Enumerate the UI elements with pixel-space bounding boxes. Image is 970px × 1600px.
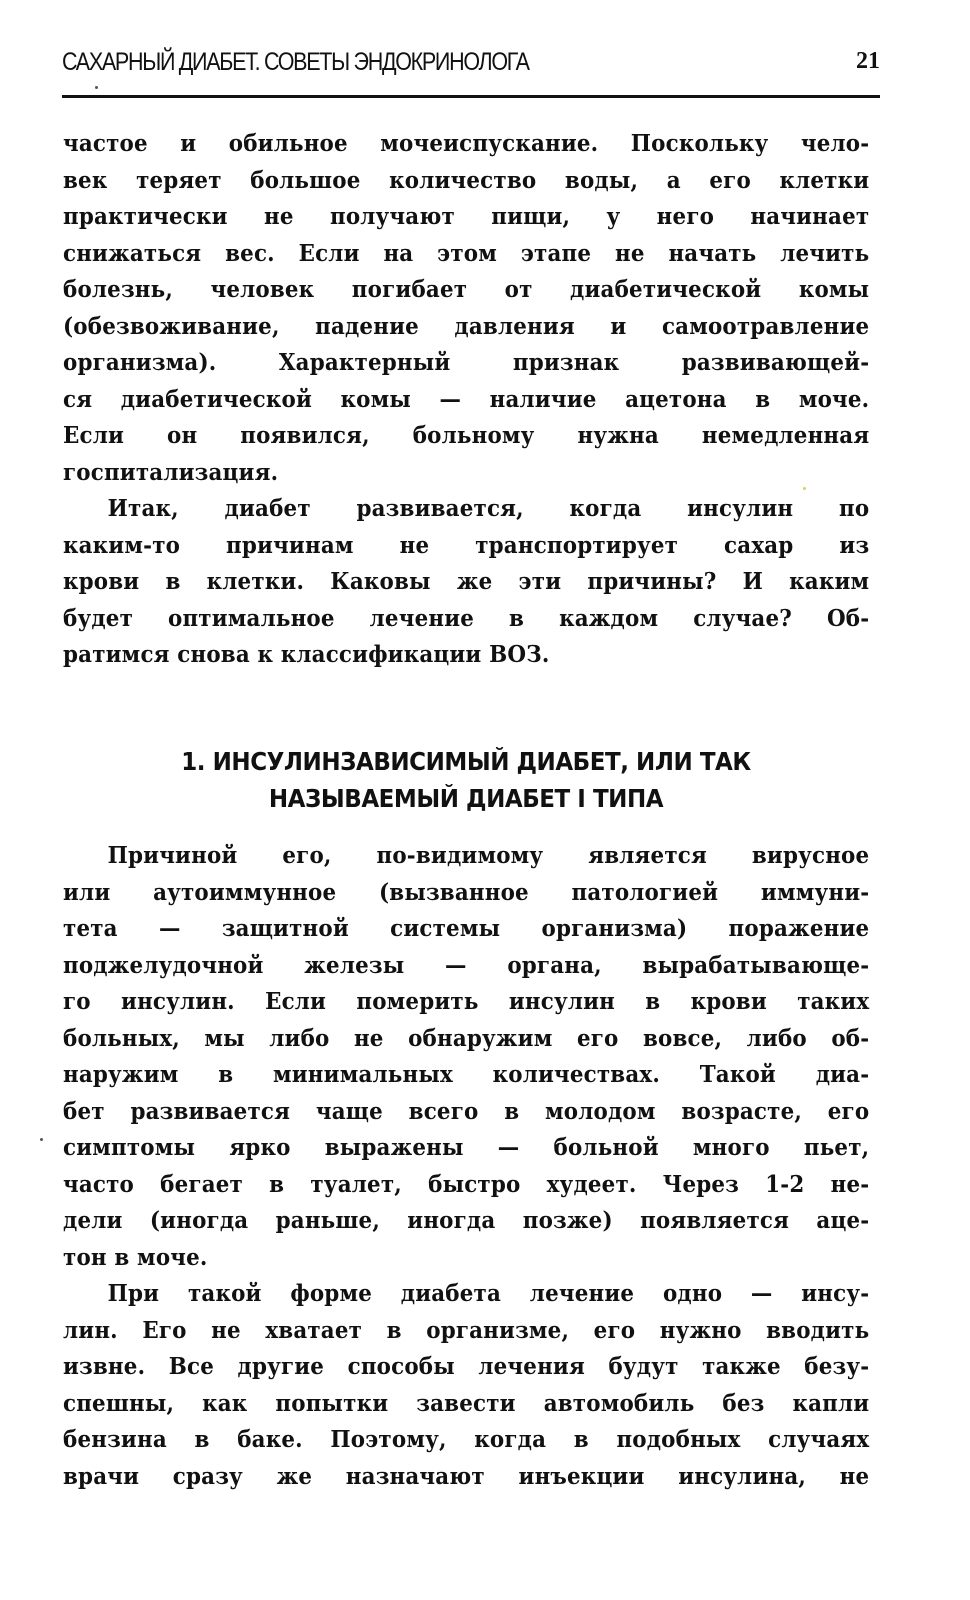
paragraph bbox=[63, 491, 869, 674]
header-rule bbox=[62, 95, 880, 98]
text-line: снижаться вес. Если на этом этапе не начать лечить bbox=[63, 239, 870, 267]
text-line: дели (иногда раньше, иногда позже) появляется аце- bbox=[63, 1207, 870, 1234]
text-line: тета — защитной системы организма) поражение bbox=[63, 915, 870, 942]
section-heading-line: НАЗЫВАЕМЫЙ ДИАБЕТ I ТИПА bbox=[268, 784, 664, 813]
page-header bbox=[62, 48, 880, 84]
text-line: поджелудочной железы — органа, вырабатывающе- bbox=[63, 951, 870, 979]
body-text-before-heading bbox=[63, 126, 869, 674]
text-line: Итак, диабет развивается, когда инсулин по bbox=[107, 495, 870, 522]
text-line: бет развивается чаще всего в молодом возрасте, его bbox=[63, 1097, 870, 1125]
text-line: извне. Все другие способы лечения будут также безу- bbox=[63, 1353, 870, 1380]
text-line: крови в клетки. Каковы же эти причины? И каким bbox=[63, 568, 870, 595]
body-text-after-heading bbox=[63, 838, 869, 1495]
text-line: го инсулин. Если померить инсулин в крови таких bbox=[63, 988, 870, 1015]
text-line: каким-то причинам не транспортирует сахар из bbox=[63, 531, 870, 559]
text-line: болезнь, человек погибает от диабетической комы bbox=[63, 276, 870, 303]
text-line: лин. Его не хватает в организме, его нужно вводить bbox=[63, 1316, 870, 1344]
text-line: наружим в минимальных количествах. Такой диа- bbox=[63, 1061, 870, 1088]
scan-speck bbox=[40, 1138, 43, 1141]
text-line: ратимся снова к классификации ВОЗ. bbox=[63, 641, 550, 668]
text-line: практически не получают пищи, у него начинает bbox=[63, 203, 870, 230]
scan-speck bbox=[95, 86, 98, 89]
text-line: бензина в баке. Поэтому, когда в подобных случаях bbox=[63, 1426, 870, 1453]
page-number: 21 bbox=[856, 48, 880, 74]
section-heading bbox=[63, 743, 869, 817]
text-line: При такой форме диабета лечение одно — инсу- bbox=[107, 1280, 870, 1307]
text-line: век теряет большое количество воды, а его клетки bbox=[63, 166, 870, 194]
paragraph bbox=[63, 1276, 869, 1495]
text-line: частое и обильное мочеиспускание. Поскольку чело- bbox=[63, 130, 870, 157]
text-line: симптомы ярко выражены — больной много пьет, bbox=[63, 1134, 870, 1161]
section-heading-line: 1. ИНСУЛИНЗАВИСИМЫЙ ДИАБЕТ, ИЛИ ТАК bbox=[181, 747, 751, 776]
text-line: будет оптимальное лечение в каждом случае? Об- bbox=[63, 604, 870, 632]
text-line: ся диабетической комы — наличие ацетона в моче. bbox=[63, 385, 870, 413]
text-line: врачи сразу же назначают инъекции инсулина, не bbox=[63, 1462, 870, 1490]
text-line: организма). Характерный признак развивающей- bbox=[63, 349, 870, 376]
text-line: больных, мы либо не обнаружим его вовсе, либо об- bbox=[63, 1024, 870, 1052]
text-line: или аутоиммунное (вызванное патологией иммуни- bbox=[63, 878, 870, 906]
paragraph bbox=[63, 126, 869, 491]
paragraph bbox=[63, 838, 869, 1276]
text-line: Причиной его, по-видимому является вирусное bbox=[107, 842, 870, 869]
text-line: тон в моче. bbox=[63, 1243, 208, 1271]
text-line: (обезвоживание, падение давления и самоотравление bbox=[63, 312, 870, 340]
text-line: спешны, как попытки завести автомобиль без капли bbox=[63, 1389, 870, 1417]
text-line: Если он появился, больному нужна немедленная bbox=[63, 422, 870, 449]
text-line: госпитализация. bbox=[63, 458, 279, 486]
running-title: САХАРНЫЙ ДИАБЕТ. СОВЕТЫ ЭНДОКРИНОЛОГА bbox=[62, 48, 529, 76]
text-line: часто бегает в туалет, быстро худеет. Через 1-2 не- bbox=[63, 1170, 870, 1198]
